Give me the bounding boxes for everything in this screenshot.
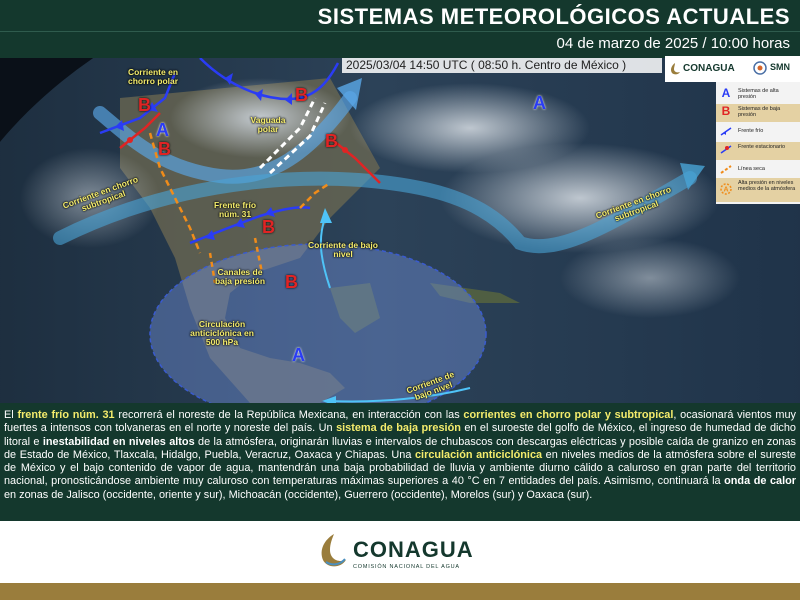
legend-item-dry-line <box>716 162 800 176</box>
low-pressure-marker: B <box>325 131 338 151</box>
footer <box>0 521 800 583</box>
satellite-map <box>0 58 800 403</box>
stationary-front-bump <box>342 147 348 153</box>
high-pressure-marker: A <box>533 93 546 113</box>
text-run: recorrerá el noreste de la República Mexicana, en interacción con las <box>114 409 464 421</box>
dry-line-icon <box>720 163 732 175</box>
conagua-footer-logo-text: CONAGUA <box>353 537 474 562</box>
low-pressure-marker: B <box>262 217 275 237</box>
legend-label: Sistemas de alta presión <box>738 88 779 100</box>
map-legend <box>716 82 800 204</box>
cloud-patch <box>350 83 590 173</box>
stationary-front-icon <box>720 143 732 155</box>
smn-logo-icon <box>753 61 767 75</box>
conagua-footer-logo-icon <box>316 532 348 570</box>
label-polar-trough: Vaguada polar <box>250 115 286 134</box>
legend-label: Frente frío <box>738 128 764 134</box>
legend-label: Frente estacionario <box>738 144 786 150</box>
legend-item-cold-front <box>716 124 800 140</box>
text-run: en zonas de Jalisco (occidente, oriente y sur), Michoacán (occidente), Guerrero (occidente), Morelos (sur) y Oaxaca (sur). <box>4 488 593 501</box>
low-pressure-marker: B <box>138 95 151 115</box>
svg-text:A: A <box>723 186 729 194</box>
legend-item-stationary-front <box>716 142 800 160</box>
mid-level-high-icon <box>720 183 732 195</box>
high-pressure-marker: A <box>292 345 305 365</box>
cloud-patch <box>560 238 740 318</box>
label-anticyclonic-circulation: Circulación anticiclónica en 500 hPa <box>190 319 254 347</box>
cold-front-icon <box>720 125 732 137</box>
legend-label: Alta presión en niveles medios de la atmósfera <box>738 180 796 192</box>
low-pressure-marker: B <box>285 272 298 292</box>
low-pressure-legend-icon: B <box>721 104 731 118</box>
text-run: , ocasionará vientos muy fuertes a intensos con tolvaneras en el norte y noreste del país. Un <box>4 409 796 435</box>
legend-item-high <box>716 86 800 102</box>
conagua-footer-subtitle: COMISIÓN NACIONAL DEL AGUA <box>353 564 460 570</box>
low-pressure-marker: B <box>158 139 171 159</box>
header-banner <box>0 0 800 58</box>
label-cold-front-31: Frente frío núm. 31 <box>213 200 257 219</box>
legend-label: Sistemas de baja presión <box>738 106 781 118</box>
smn-logo-text: SMN <box>770 62 790 72</box>
legend-item-mid-level-high <box>716 178 800 202</box>
date-time: 04 de marzo de 2025 / 10:00 horas <box>556 35 790 52</box>
highlight-jet-streams: corrientes en chorro polar y subtropical <box>463 409 674 421</box>
highlight-cold-front: frente frío núm. 31 <box>17 409 115 421</box>
bold-heat-wave: onda de calor <box>724 475 796 488</box>
footer-bar <box>0 583 800 600</box>
label-polar-jet: Corriente en chorro polar <box>127 67 179 86</box>
highlight-low-pressure: sistema de baja presión <box>336 422 461 435</box>
high-pressure-legend-icon: A <box>721 86 731 100</box>
label-subtropical-jet-east: Corriente en chorro subtropical <box>594 184 673 224</box>
label-low-pressure-channels: Canales de baja presión <box>214 267 266 286</box>
conagua-logo-text: CONAGUA <box>683 63 735 74</box>
text-run: en el suroeste del golfo de México, el ingreso de humedad de dicho litoral e <box>4 422 796 448</box>
header-divider <box>0 31 800 32</box>
low-pressure-marker: B <box>295 85 308 105</box>
forecast-description <box>4 409 796 521</box>
text-run: en niveles medios de la atmósfera sobre el sureste de México y el bajo contenido de vapor de agua, mantendrán una baja probabilidad de lluvia y ambiente diurno cálido a caluroso en gran parte del territorio nacional, pronosticándose ambiente muy caluroso con temperaturas máximas superiores a 40 °C en 7 entidades del país. Asimismo, continuará la <box>4 448 796 488</box>
high-pressure-marker: A <box>156 120 169 140</box>
conagua-logo-icon <box>669 62 681 76</box>
label-subtropical-jet-west: Corriente en chorro subtropical <box>61 174 140 214</box>
label-low-level-current-2: Corriente de bajo nivel <box>405 369 456 403</box>
legend-item-low <box>716 104 800 122</box>
text-run: El <box>4 409 18 421</box>
text-run: de la atmósfera, originarán lluvias e intervalos de chubascos con descargas eléctricas y posible caída de granizo en zonas de Estado de México, Tlaxcala, Hidalgo, Puebla, Veracruz, Oaxaca y Chiapas. Una <box>4 435 796 461</box>
label-low-level-current-1: Corriente de bajo nivel <box>308 240 378 259</box>
header-logos <box>665 56 800 82</box>
map-graphics <box>0 58 800 403</box>
legend-label: Línea seca <box>738 166 765 172</box>
highlight-anticyclonic: circulación anticiclónica <box>415 448 543 461</box>
image-timestamp: 2025/03/04 14:50 UTC ( 08:50 h. Centro de México ) <box>342 58 662 73</box>
bold-instability: inestabilidad en niveles altos <box>42 435 195 448</box>
stationary-front-bump <box>127 137 133 143</box>
page-title: SISTEMAS METEOROLÓGICOS ACTUALES <box>317 4 790 29</box>
